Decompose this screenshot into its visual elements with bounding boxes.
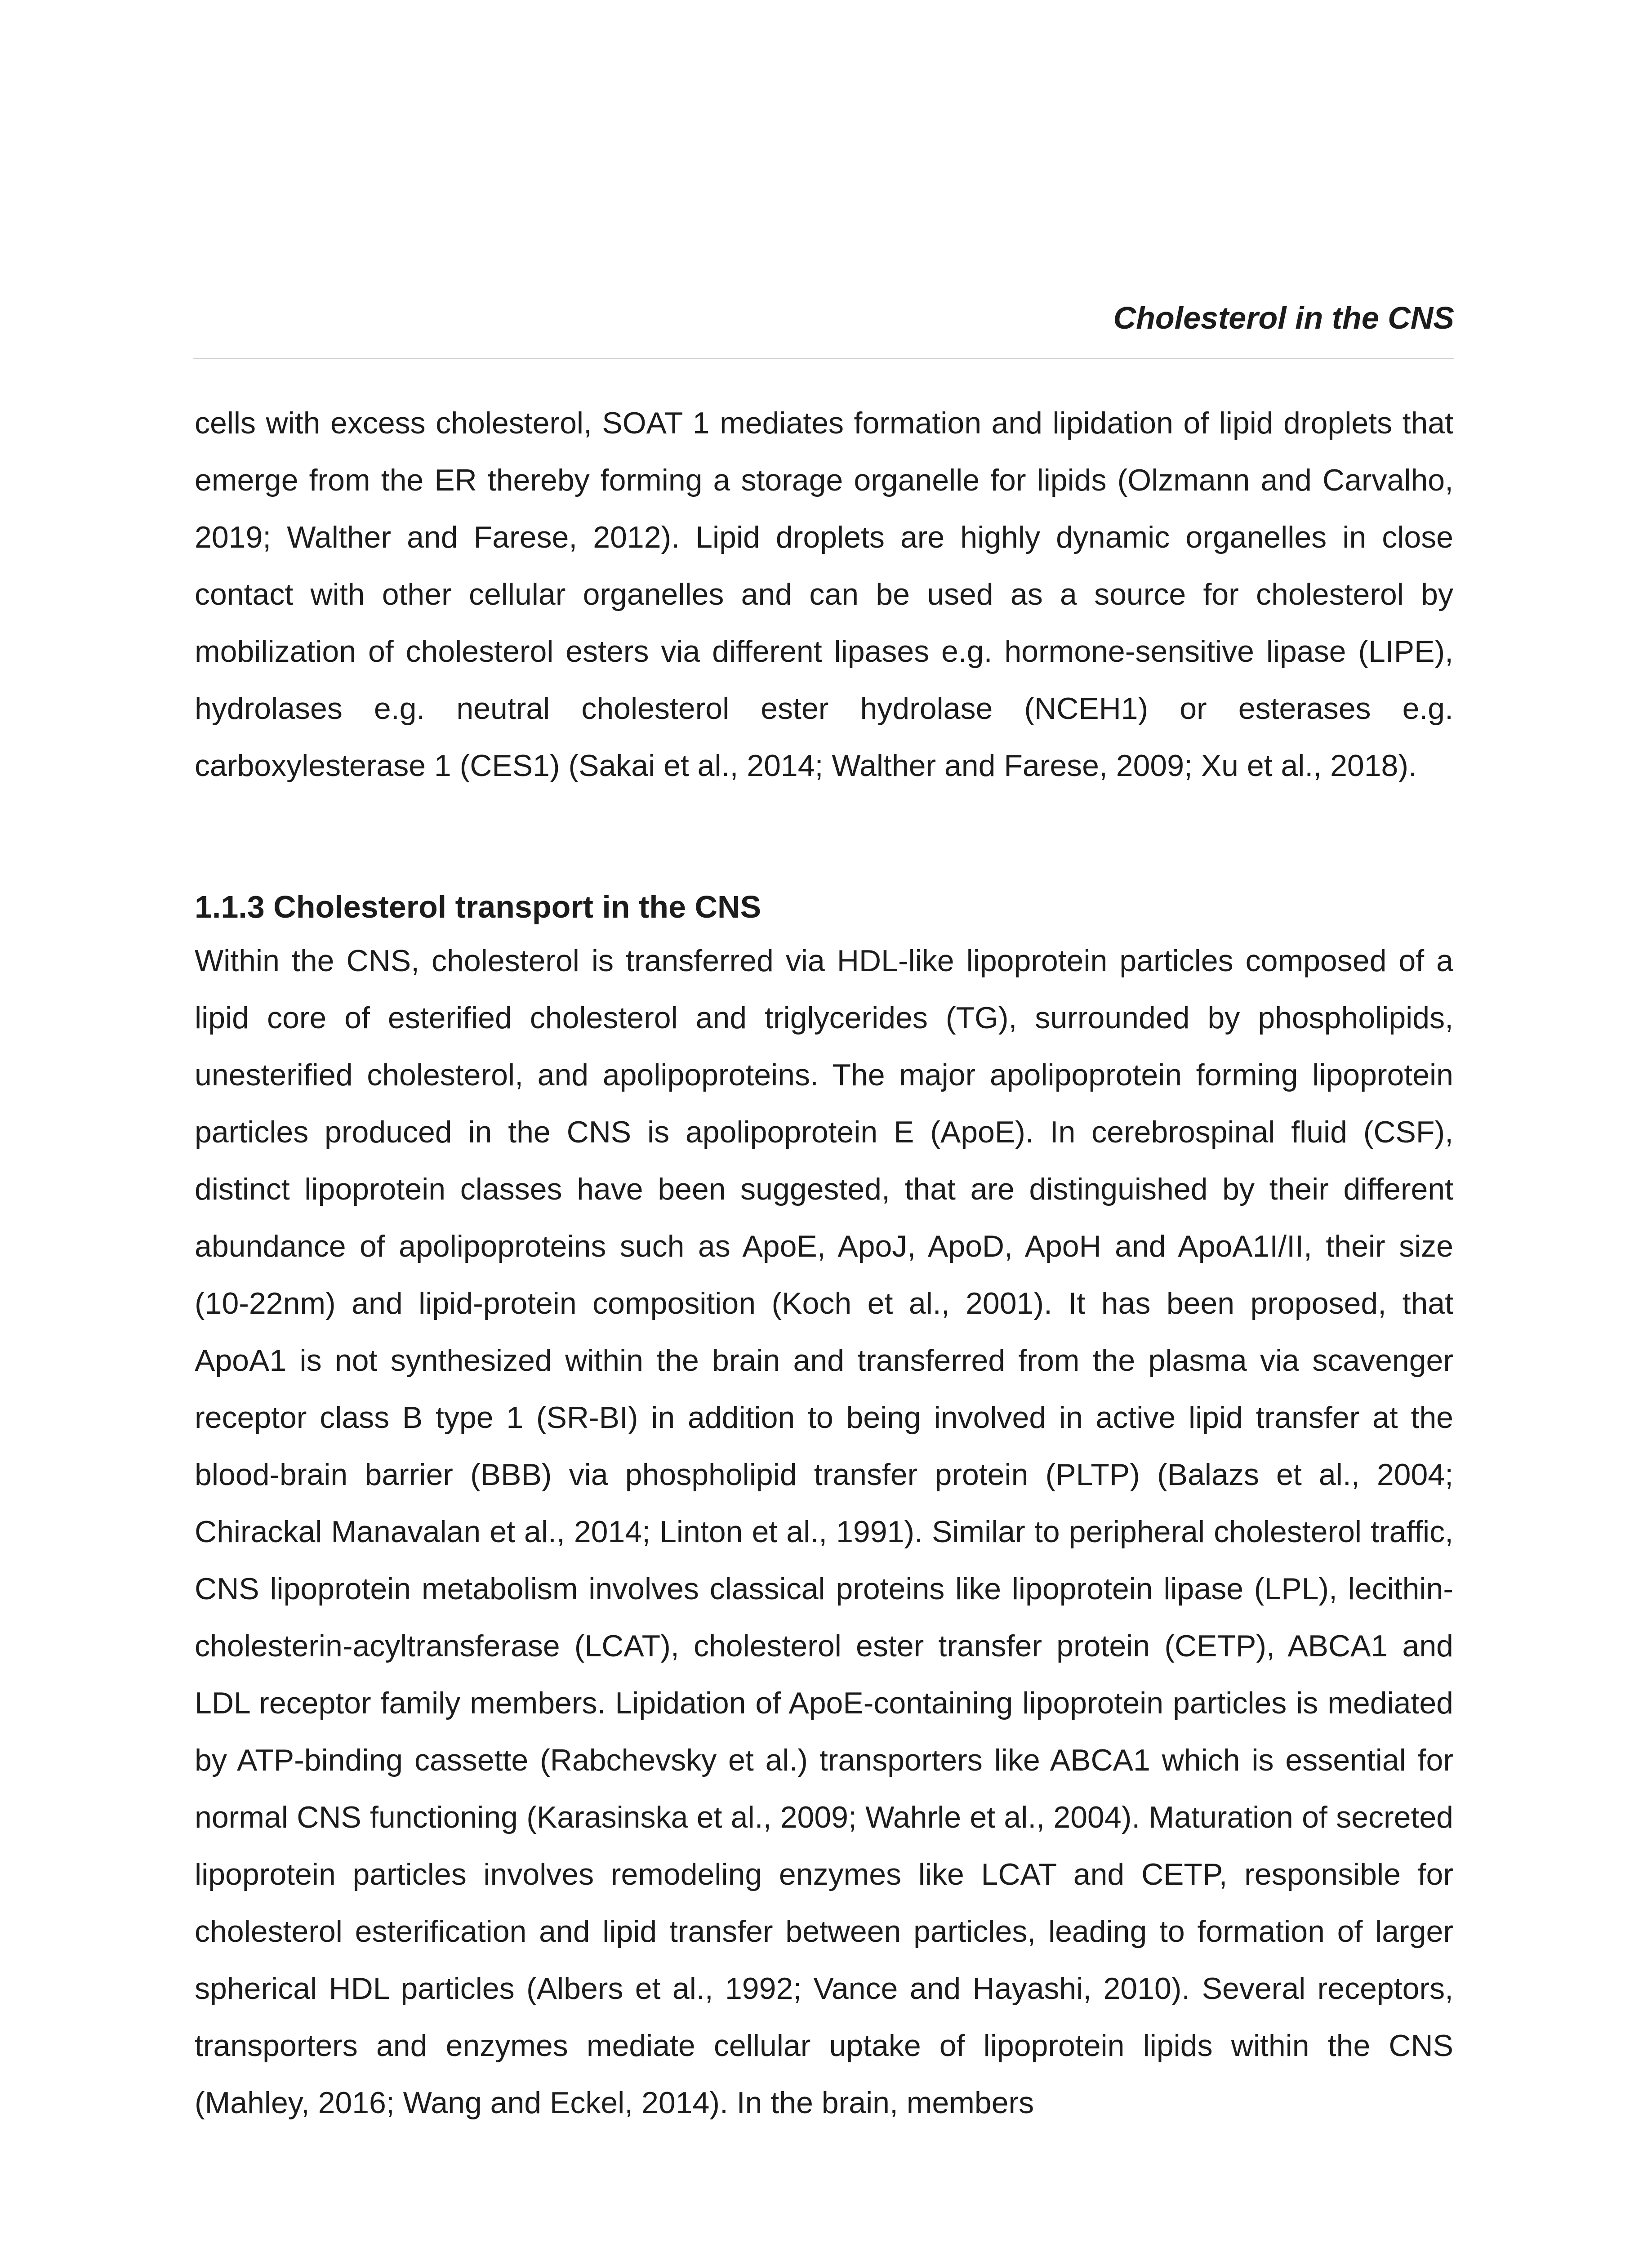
body-paragraph-2: Within the CNS, cholesterol is transferred via HDL-like lipoprotein particles composed of a lipid core of esterified cholesterol and triglycerides (TG), surrounded by phospholipids, unesterified cholesterol, and apolipoproteins. The major apolipoprotein forming lipoprotein particles produced in the CNS is apolipoprotein E (ApoE). In cerebrospinal fluid (CSF), distinct lipoprotein classes have been suggested, that are distinguished by their different abundance of apolipoproteins such as ApoE, ApoJ, ApoD, ApoH and ApoA1I/II, their size (10-22nm) and lipid-protein composition (Koch et al., 2001). It has been proposed, that ApoA1 is not synthesized within the brain and transferred from the plasma via scavenger receptor class B type 1 (SR-BI) in addition to being involved in active lipid transfer at the blood-brain barrier (BBB) via phospholipid transfer protein (PLTP) (Balazs et al., 2004; Chirackal Manavalan et al., 2014; Linton et al., 1991). Similar to peripheral cholesterol traffic, CNS lipoprotein metabolism involves classical proteins like lipoprotein lipase (LPL), lecithin-cholesterin-acyltransferase (LCAT), cholesterol ester transfer protein (CETP), ABCA1 and LDL receptor family members. Lipidation of ApoE-containing lipoprotein particles is mediated by ATP-binding cassette (Rabchevsky et al.) transporters like ABCA1 which is essential for normal CNS functioning (Karasinska et al., 2009; Wahrle et al., 2004). Maturation of secreted lipoprotein particles involves remodeling enzymes like LCAT and CETP, responsible for cholesterol esterification and lipid transfer between particles, leading to formation of larger spherical HDL particles (Albers et al., 1992; Vance and Hayashi, 2010). Several receptors, transporters and enzymes mediate cellular uptake of lipoprotein lipids within the CNS (Mahley, 2016; Wang and Eckel, 2014). In the brain, members — [195, 944, 1453, 2120]
header-divider — [193, 358, 1454, 359]
running-header: Cholesterol in the CNS — [1113, 300, 1454, 335]
body-paragraph-1: cells with excess cholesterol, SOAT 1 mediates formation and lipidation of lipid droplets that emerge from the ER thereby forming a storage organelle for lipids (Olzmann and Carvalho, 2019; Walther and Farese, 2012). Lipid droplets are highly dynamic organelles in close contact with other cellular organelles and can be used as a source for cholesterol by mobilization of cholesterol esters via different lipases e.g. hormone-sensitive lipase (LIPE), hydrolases e.g. neutral cholesterol ester hydrolase (NCEH1) or esterases e.g. carboxylesterase 1 (CES1) (Sakai et al., 2014; Walther and Farese, 2009; Xu et al., 2018). — [195, 406, 1453, 783]
section-heading: 1.1.3 Cholesterol transport in the CNS — [195, 889, 761, 924]
